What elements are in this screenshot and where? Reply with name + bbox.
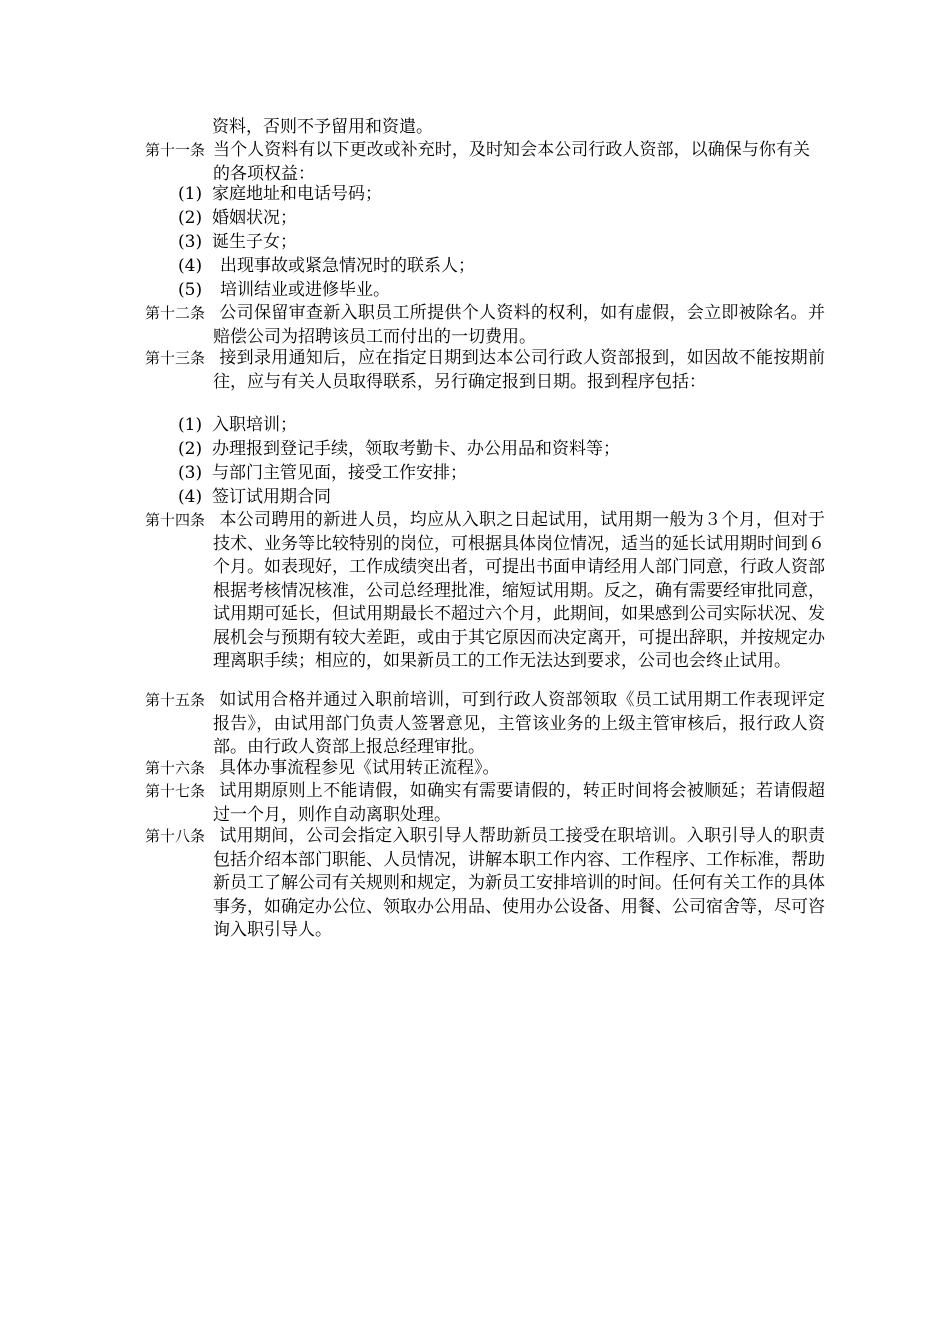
article-11-item-1: [178, 183, 818, 207]
article-11-item-3: [178, 231, 818, 255]
article-13-item-2: [178, 438, 818, 462]
article-number: 第十七条: [145, 782, 206, 800]
article-number: 第十四条: [145, 511, 206, 529]
article-number: 第十三条: [145, 349, 206, 367]
item-number: (2): [178, 208, 203, 228]
article-number: 第十六条: [145, 759, 206, 777]
item-text: 办理报到登记手续，领取考勤卡、办公用品和资料等；: [212, 439, 620, 459]
item-text: 与部门主管见面，接受工作安排；: [212, 463, 467, 483]
item-text: 培训结业或进修毕业。: [220, 280, 390, 300]
item-number: (3): [178, 232, 203, 252]
item-text: 家庭地址和电话号码；: [212, 184, 382, 204]
article-11-item-2: [178, 207, 818, 231]
item-number: (4): [178, 487, 203, 507]
article-11-item-5: [178, 279, 818, 303]
continuation-text: 资料，否则不予留用和资遣。: [212, 117, 433, 137]
article-15: [145, 689, 825, 760]
article-13-item-1: [178, 414, 818, 438]
article-number: 第十八条: [145, 827, 206, 845]
article-18: [145, 825, 825, 943]
article-number: 第十一条: [145, 141, 206, 159]
article-number: 第十五条: [145, 691, 206, 709]
article-text: 本公司聘用的新进人员，均应从入职之日起试用，试用期一般为３个月，但对于技术、业务等比较特别的岗位，可根据具体岗位情况，适当的延长试用期时间到６个月。如表现好，工作成绩突出者，可提出书面申请经用人部门同意，行政人资部根据考核情况核准，公司总经理批准，缩短试用期。反之，确有需要经审批同意，试用期可延长，但试用期最长不超过六个月，此期间，如果感到公司实际状况、发展机会与预期有较大差距，或由于其它原因而决定离开，可提出辞职，并按规定办理离职手续；相应的，如果新员工的工作无法达到要求，公司也会终止试用。: [213, 510, 825, 671]
article-14: [145, 509, 825, 674]
item-number: (2): [178, 439, 203, 459]
item-text: 婚姻状况；: [212, 208, 297, 228]
article-11-item-4: [178, 255, 818, 279]
article-16: [145, 757, 825, 781]
item-text: 入职培训；: [212, 415, 297, 435]
article-text: 试用期间，公司会指定入职引导人帮助新员工接受在职培训。入职引导人的职责包括介绍本部门职能、人员情况，讲解本职工作内容、工作程序、工作标准，帮助新员工了解公司有关规则和规定，为新员工安排培训的时间。任何有关工作的具体事务，如确定办公位、领取办公用品、使用办公设备、用餐、公司宿舍等，尽可咨询入职引导人。: [213, 826, 825, 940]
item-number: (4): [178, 256, 203, 276]
article-text: 如试用合格并通过入职前培训，可到行政人资部领取《员工试用期工作表现评定报告》，由试用部门负责人签署意见，主管该业务的上级主管审核后，报行政人资部。由行政人资部上报总经理审批。: [213, 690, 825, 757]
article-number: 第十二条: [145, 304, 206, 322]
item-number: (3): [178, 463, 203, 483]
item-text: 出现事故或紧急情况时的联系人；: [220, 256, 475, 276]
article-text: 当个人资料有以下更改或补充时，及时知会本公司行政人资部，以确保与你有关的各项权益：: [213, 140, 810, 184]
item-number: (5): [178, 280, 203, 300]
article-text: 接到录用通知后，应在指定日期到达本公司行政人资部报到，如因故不能按期前往，应与有关人员取得联系，另行确定报到日期。报到程序包括：: [213, 348, 825, 392]
article-12: [145, 302, 825, 349]
article-text: 具体办事流程参见《试用转正流程》。: [219, 758, 500, 778]
item-number: (1): [178, 184, 203, 204]
item-text: 诞生子女；: [212, 232, 297, 252]
article-17: [145, 780, 825, 827]
item-number: (1): [178, 415, 203, 435]
article-text: 试用期原则上不能请假，如确实有需要请假的，转正时间将会被顺延；若请假超过一个月，则作自动离职处理。: [213, 781, 825, 825]
article-11: [145, 139, 810, 186]
article-text: 公司保留审查新入职员工所提供个人资料的权利，如有虚假，会立即被除名。并赔偿公司为招聘该员工而付出的一切费用。: [213, 303, 825, 347]
article-13-item-3: [178, 462, 818, 486]
article-13: [145, 347, 825, 394]
article-13-item-4: [178, 486, 818, 510]
item-text: 签订试用期合同: [212, 487, 331, 507]
